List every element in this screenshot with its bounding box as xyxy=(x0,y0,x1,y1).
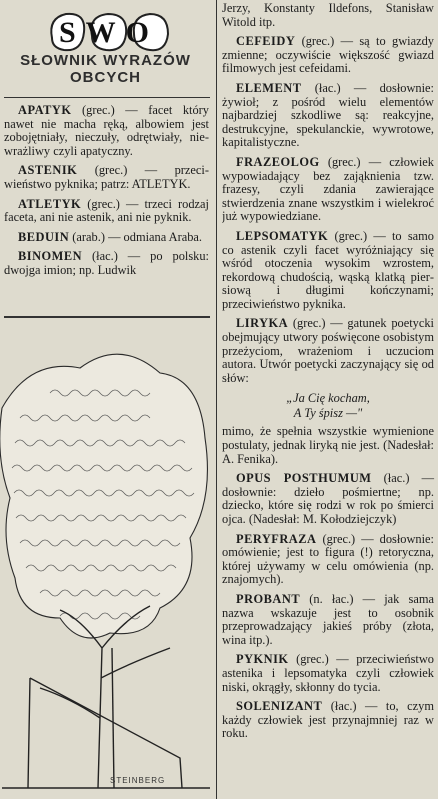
entry-headword: ELEMENT xyxy=(236,80,302,95)
section-title-line2: OBCYCH xyxy=(69,69,141,86)
entry-headword: PERYFRAZA xyxy=(236,531,317,546)
entry-definition: (grec.) — człowiek wypowiadający bez zająknienia tzw. frazesy, czyli zdania zawierające stwierdzenia znane wszystkim i wielekroć już wypowiedziane. xyxy=(222,154,434,224)
left-column xyxy=(0,0,211,799)
entry-definition: (łac.) — dosłownie: żywioł; z pośród wielu elementów najbardziej szkodliwe są: reakcyjne, destrukcyjne, spekulanckie, wywrotowe, kapitalistyczne. xyxy=(222,80,434,150)
entry-headword: PROBANT xyxy=(236,591,301,606)
entry-definition: (grec.) — to samo co astenik czyli facet wyróżniający się wśród otoczenia wysokim wzrostem, rekordową chudością, wąską klatką piersiową i długimi kończynami; przeciwieństwo pyknika. xyxy=(222,228,434,311)
dictionary-entry xyxy=(222,317,434,385)
poem-line: „Ja Cię kocham, xyxy=(286,391,370,406)
entry-definition: (grec.) — gatunek poetycki obejmujący utwory poświęcone osobistym przeżyciom, wrażeniom i uczuciom autora. Utwór poetycki zaczynający się od słów: xyxy=(222,316,434,385)
entry-headword: LIRYKA xyxy=(236,316,289,331)
entry-definition: (grec.) — przeciwieństwo astenika i lepsomatyka czyli człowiek niski, okrągły, skłonny do tycia. xyxy=(222,652,434,694)
entry-definition: mimo, że spełnia wszystkie wymienione postulaty, jednak liryką nie jest. (Nadesłał: A. Fenika). xyxy=(222,424,434,466)
entry-headword: BEDUIN xyxy=(18,229,70,244)
logo-text: SWO xyxy=(58,16,160,49)
entry-definition: (arab.) — odmiana Araba. xyxy=(69,229,203,244)
entry-headword: CEFEIDY xyxy=(236,34,296,49)
dictionary-entry xyxy=(222,593,434,647)
entry-headword: ATLETYK xyxy=(18,196,82,211)
right-column xyxy=(222,0,436,799)
entry-headword: PYKNIK xyxy=(236,652,289,667)
poem-quote xyxy=(222,391,434,421)
dictionary-entry xyxy=(222,35,434,76)
dictionary-entry xyxy=(4,104,209,158)
entry-definition: (grec.) — trzeci rodzaj faceta, ani nie astenik, ani nie pyknik. xyxy=(4,196,209,225)
entry-definition: (grec.) — są to gwiazdy zmienne; oczywiście większość gwiazd filmowych jest cefeidami. xyxy=(222,34,434,76)
dictionary-entry xyxy=(222,156,434,224)
left-entries xyxy=(4,104,209,284)
dictionary-entry xyxy=(222,82,434,150)
dictionary-entry xyxy=(222,425,434,466)
column-divider xyxy=(216,0,217,799)
poem-line: A Ty śpisz —" xyxy=(293,406,363,421)
entry-headword: ASTENIK xyxy=(18,163,78,178)
dictionary-entry xyxy=(4,164,209,191)
entry-definition: (łac.) — to, czym każdy człowiek jest przynajmniej raz w roku. xyxy=(222,699,434,741)
dictionary-entry xyxy=(222,700,434,741)
dictionary-entry xyxy=(222,230,434,312)
dictionary-entry xyxy=(4,198,209,225)
section-title-line1: SŁOWNIK WYRAZÓW xyxy=(20,52,191,69)
dictionary-entry xyxy=(4,231,209,245)
entry-definition: (grec.) — przeciwieństwo pyknika; patrz: ATLETYK. xyxy=(4,163,209,191)
tree-drawing-icon xyxy=(0,318,214,799)
right-entries xyxy=(222,0,434,747)
entry-headword: LEPSOMATYK xyxy=(236,228,329,243)
entry-definition: Jerzy, Konstanty Ildefons, Stanisław Witold itp. xyxy=(222,1,434,29)
dictionary-entry xyxy=(222,472,434,526)
entry-definition: (grec.) — facet który nawet nie macha ręką, albowiem jest zobojętniały, nieczuły, odrętwiały, niewrażliwy czyli apatyczny. xyxy=(4,103,209,158)
entry-headword: OPUS POSTHUMUM xyxy=(236,471,372,486)
dictionary-entry xyxy=(222,533,434,587)
artist-signature: STEINBERG xyxy=(110,776,166,785)
dictionary-entry xyxy=(222,2,434,29)
header-divider xyxy=(4,97,210,98)
section-title xyxy=(0,52,211,86)
entry-definition: (łac.) — dosłownie: dzieło pośmiertne; np. dziecko, które się rodzi w rok po śmierci ojca. (Nadesłał: M. Kołodziejczyk) xyxy=(222,471,434,526)
entry-definition: (grec.) — dosłownie: omówienie; jest to figura (!) retoryczna, której używamy w celu omówienia (np. znajomych). xyxy=(222,531,434,587)
entry-headword: BINOMEN xyxy=(18,249,83,264)
entry-definition: (n. łac.) — jak sama nazwa wskazuje jest to osobnik przeprowadzający jakieś próby (złota, wina itp.). xyxy=(222,591,434,647)
entry-headword: SOLENIZANT xyxy=(236,699,323,714)
dictionary-entry xyxy=(222,653,434,694)
entry-definition: (łac.) — po polsku: dwojga imion; np. Ludwik xyxy=(4,249,209,277)
entry-headword: APATYK xyxy=(18,103,72,117)
dictionary-entry xyxy=(4,250,209,277)
entry-headword: FRAZEOLOG xyxy=(236,154,320,169)
